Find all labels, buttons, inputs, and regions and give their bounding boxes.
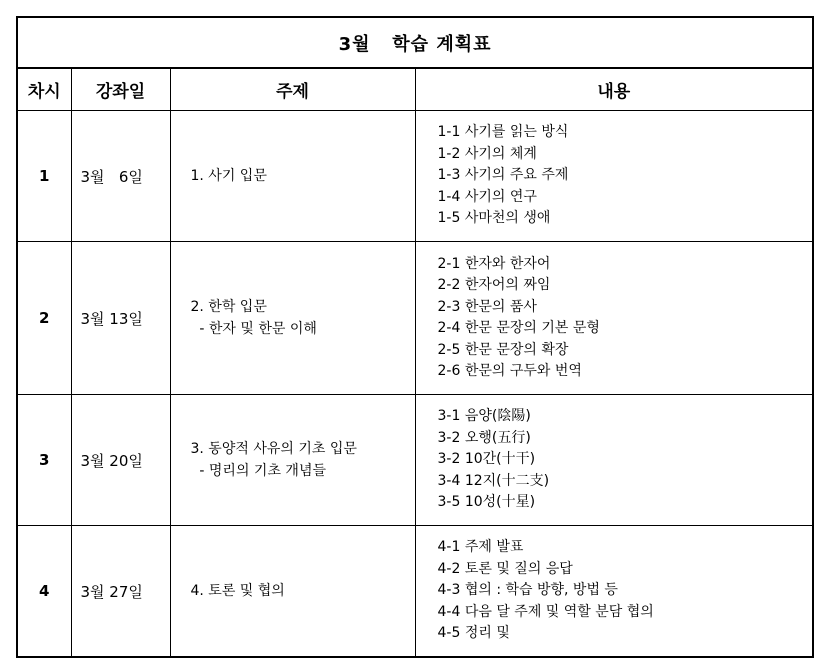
content-line: 2-1 한자와 한자어: [437, 255, 551, 272]
topic-line: 2. 한학 입문: [190, 299, 267, 315]
content-line: 3-2 10간(十干): [437, 451, 536, 468]
session-number: 2: [17, 242, 71, 395]
session-date: 3월 20일: [71, 395, 170, 526]
topic-line: 3. 동양적 사유의 기초 입문: [190, 441, 357, 457]
content-line: 4-3 협의 : 학습 방향, 방법 등: [437, 582, 618, 599]
study-plan-table: [16, 16, 814, 658]
header-content: 내용: [415, 68, 813, 111]
session-number: 4: [17, 526, 71, 658]
content-line: 3-5 10성(十星): [437, 494, 536, 511]
table-row: [17, 526, 813, 658]
table-row: [17, 395, 813, 526]
table-row: [17, 111, 813, 242]
session-number: 3: [17, 395, 71, 526]
content-line: 2-3 한문의 품사: [437, 298, 537, 315]
topic-line: 1. 사기 입문: [190, 168, 267, 184]
content-line: 1-3 사기의 주요 주제: [437, 167, 569, 184]
session-date: 3월 13일: [71, 242, 170, 395]
content-line: 3-2 오행(五行): [437, 429, 531, 446]
topic-line: 4. 토론 및 협의: [190, 583, 285, 599]
content-line: 1-1 사기를 읽는 방식: [437, 124, 569, 141]
session-content: [415, 395, 813, 526]
table-title: 3월 학습 계획표: [17, 17, 813, 68]
session-number: 1: [17, 111, 71, 242]
session-topic: [170, 111, 415, 242]
content-line: 2-2 한자어의 짜임: [437, 277, 551, 293]
session-date: 3월 27일: [71, 526, 170, 658]
session-content: [415, 242, 813, 395]
content-line: 1-5 사마천의 생애: [437, 210, 551, 227]
content-line: 1-4 사기의 연구: [437, 188, 537, 205]
content-line: 4-4 다음 달 주제 및 역할 분담 협의: [437, 603, 654, 620]
session-topic: [170, 395, 415, 526]
header-num: 차시: [17, 68, 71, 111]
content-line: 3-4 12지(十二支): [437, 472, 550, 489]
content-line: 4-1 주제 발표: [437, 539, 524, 556]
content-line: 4-5 정리 및: [437, 625, 510, 642]
header-topic: 주제: [170, 68, 415, 111]
header-date: 강좌일: [71, 68, 170, 111]
session-date: 3월 6일: [71, 111, 170, 242]
content-line: 2-6 한문의 구두와 번역: [437, 363, 582, 379]
header-row: [17, 68, 813, 111]
topic-subline: - 명리의 기초 개념들: [190, 463, 326, 479]
session-topic: [170, 526, 415, 658]
content-line: 4-2 토론 및 질의 응답: [437, 560, 573, 577]
topic-subline: - 한자 및 한문 이해: [190, 321, 317, 337]
content-line: 2-5 한문 문장의 확장: [437, 341, 569, 358]
content-line: 1-2 사기의 체계: [437, 145, 537, 162]
session-content: [415, 111, 813, 242]
session-topic: [170, 242, 415, 395]
table-row: [17, 242, 813, 395]
content-line: 2-4 한문 문장의 기본 문형: [437, 320, 600, 336]
session-content: [415, 526, 813, 658]
content-line: 3-1 음양(陰陽): [437, 408, 531, 425]
